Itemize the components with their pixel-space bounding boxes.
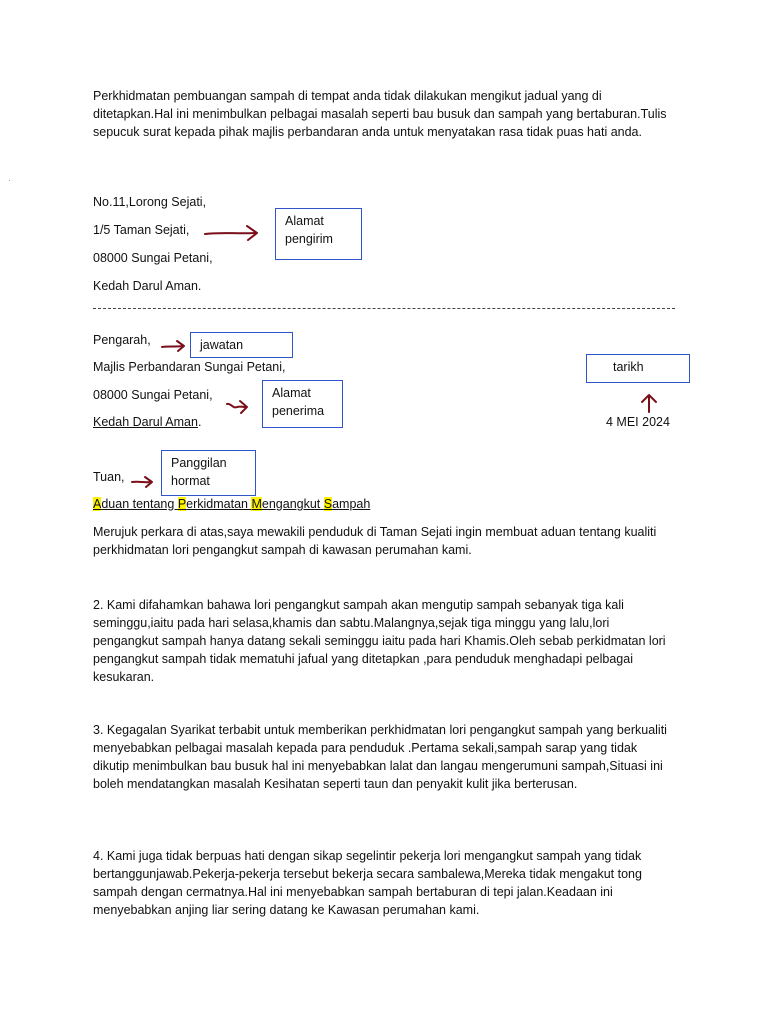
recipient-label-line-2: penerima [272,404,325,418]
letter-subject [93,497,370,511]
subject-word-4: ampah [332,497,371,511]
subject-initial-p: P [177,497,187,511]
salutation-label-box [161,450,256,496]
question-prompt: Perkhidmatan pembuangan sampah di tempat anda tidak dilakukan mengikut jadual yang di ditetapkan.Hal ini menimbulkan pelbagai masalah seperti bau busuk dan sampah yang bertaburan.Tulis sepucuk surat kepada pihak majlis perbandaran anda untuk menyatakan rasa tidak puas hati anda. [93,89,667,139]
recipient-line-2: Majlis Perbandaran Sungai Petani, [93,360,286,374]
sender-address-line-1: No.11,Lorong Sejati, [93,195,207,209]
sender-address-line-4: Kedah Darul Aman. [93,279,202,293]
body-paragraph-1: Merujuk perkara di atas,saya mewakili penduduk di Taman Sejati ingin membuat aduan tentang kualiti perkhidmatan lori pengangkut sampah di kawasan perumahan kami. [93,525,657,557]
jawatan-label-box [190,332,293,358]
date-label-box [586,354,690,383]
sender-address-line-3: 08000 Sungai Petani, [93,251,213,265]
subject-initial-m: M [251,497,262,511]
recipient-line-4-period: . [197,415,202,429]
jawatan-label: jawatan [200,338,244,352]
recipient-label-line-1: Alamat [272,386,311,400]
subject-word-3: engangkut [261,497,324,511]
body-paragraph-2: 2. Kami difahamkan bahawa lori pengangkut sampah akan mengutip sampah sebanyak tiga kali seminggu,iaitu pada hari selasa,khamis dan sabtu.Malangnya,sejak tiga minggu yang lalu,lori pengangkut sampah hanya datang sekali seminggu iaitu pada hari Khamis.Oleh sebab perkidmatan lori pengangkut sampah tidak mematuhi jafual yang ditetapkan ,para penduduk menghadapi pelbagai kesukaran. [93,598,666,684]
jawatan-arrow-icon [160,338,188,354]
salutation-label-line-1: Panggilan [171,456,227,470]
speck [9,180,10,181]
recipient-address-label-box [262,380,343,428]
date-label: tarikh [613,360,644,374]
subject-initial-a: A [93,497,102,511]
date-arrow-icon [639,392,659,414]
sender-address-line-2: 1/5 Taman Sejati, [93,223,190,237]
letter-date: 4 MEI 2024 [606,415,670,429]
salutation-label-line-2: hormat [171,474,210,488]
subject-initial-s: S [323,497,333,511]
salutation-arrow-icon [130,474,156,490]
recipient-arrow-icon [225,398,251,416]
sender-label-line-1: Alamat [285,214,324,228]
recipient-line-1: Pengarah, [93,333,151,347]
recipient-line-4-text: Kedah Darul Aman [93,415,198,429]
sender-address-label-box [275,208,362,260]
recipient-line-4 [93,415,201,429]
subject-word-2: erkidmatan [186,497,252,511]
subject-word-1: duan tentang [101,497,178,511]
sender-label-line-2: pengirim [285,232,333,246]
body-paragraph-3: 3. Kegagalan Syarikat terbabit untuk memberikan perkhidmatan lori pengangkut sampah yang berkualiti menyebabkan pelbagai masalah kepada para penduduk .Pertama sekali,sampah sarap yang tidak dikutip menimbulkan bau busuk hal ini menyebabkan lalat dan langau mengerumuni sampah,Situasi ini boleh mendatangkan masalah Kesihatan seperti taun dan penyakit kulit jika berterusan. [93,723,667,791]
recipient-line-3: 08000 Sungai Petani, [93,388,213,402]
separator-line [93,308,675,309]
sender-arrow-icon [203,222,263,244]
body-paragraph-4: 4. Kami juga tidak berpuas hati dengan sikap segelintir pekerja lori mengangkut sampah yang tidak bertanggunjawab.Pekerja-pekerja tersebut bekerja secara sambalewa,Mereka tidak mengakut tong sampah dengan cermatnya.Hal ini menyebabkan sampah bertaburan di tepi jalan.Keadaan ini menyebabkan anjing liar sering datang ke Kawasan perumahan kami. [93,849,642,917]
salutation: Tuan, [93,470,125,484]
